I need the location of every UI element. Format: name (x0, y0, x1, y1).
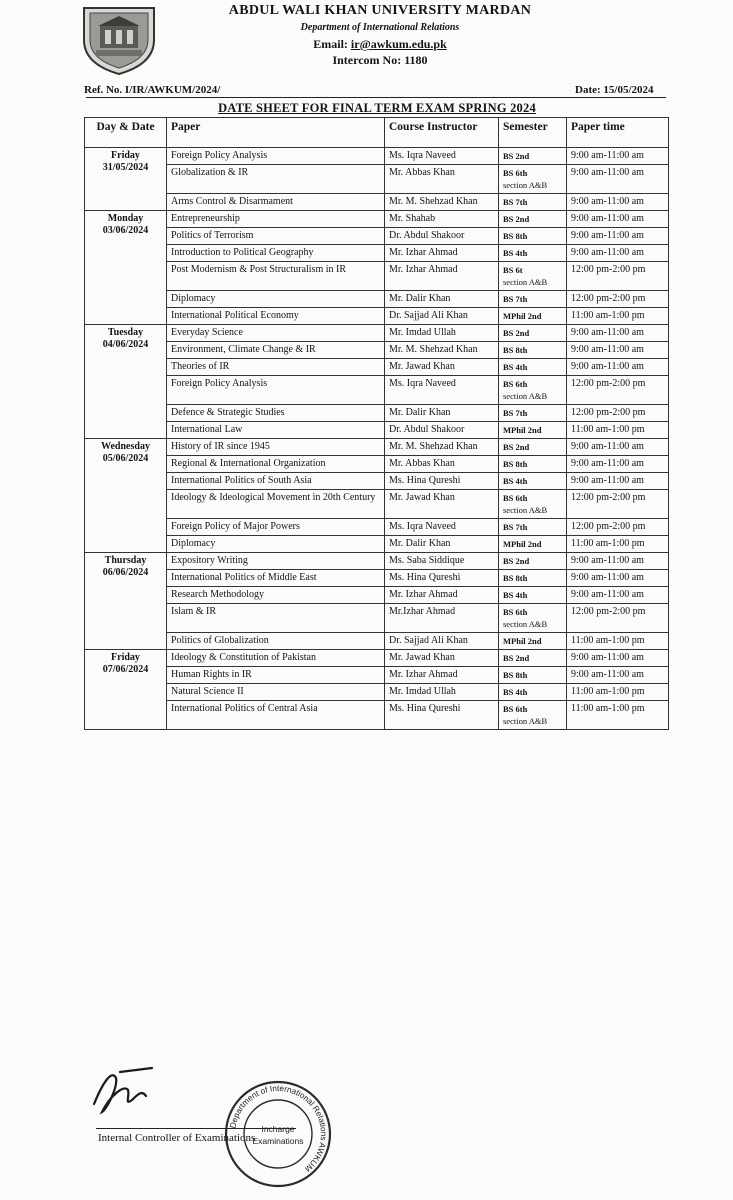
paper-time-cell: 12:00 pm-2:00 pm (567, 291, 669, 308)
semester-value: BS 8th (503, 670, 528, 680)
semester-cell (499, 519, 567, 536)
semester-cell (499, 262, 567, 291)
semester-value: BS 4th (503, 476, 528, 486)
paper-cell: Ideology & Constitution of Pakistan (167, 650, 385, 667)
email-link[interactable]: ir@awkum.edu.pk (350, 37, 447, 51)
semester-cell (499, 439, 567, 456)
instructor-cell: Mr. Abbas Khan (385, 456, 499, 473)
semester-value: BS 6th (503, 704, 528, 714)
instructor-cell: Mr. Jawad Khan (385, 650, 499, 667)
semester-cell (499, 633, 567, 650)
semester-value: BS 2nd (503, 214, 530, 224)
paper-time-cell: 9:00 am-11:00 am (567, 245, 669, 262)
paper-time-cell: 9:00 am-11:00 am (567, 667, 669, 684)
semester-cell (499, 604, 567, 633)
semester-cell (499, 650, 567, 667)
table-row (85, 456, 669, 473)
semester-value: BS 7th (503, 197, 528, 207)
semester-value: MPhil 2nd (503, 636, 542, 646)
section-note: section A&B (503, 716, 548, 726)
semester-cell (499, 211, 567, 228)
paper-cell: Post Modernism & Post Structuralism in IR (167, 262, 385, 291)
semester-value: BS 4th (503, 248, 528, 258)
table-row (85, 490, 669, 519)
table-row (85, 536, 669, 553)
paper-cell: Ideology & Ideological Movement in 20th Century (167, 490, 385, 519)
semester-value: MPhil 2nd (503, 539, 542, 549)
semester-value: BS 7th (503, 408, 528, 418)
paper-cell: Diplomacy (167, 536, 385, 553)
semester-cell (499, 245, 567, 262)
semester-value: BS 8th (503, 459, 528, 469)
divider (86, 97, 666, 98)
semester-value: BS 6th (503, 168, 528, 178)
paper-cell: Entrepreneurship (167, 211, 385, 228)
table-row (85, 667, 669, 684)
stamp-outer-text: Department of International Relations AWKUM (228, 1083, 329, 1174)
letterhead (160, 2, 600, 68)
university-crest-icon (78, 2, 160, 76)
column-header-time: Paper time (567, 118, 669, 148)
paper-cell: Foreign Policy of Major Powers (167, 519, 385, 536)
table-row (85, 553, 669, 570)
table-row (85, 359, 669, 376)
table-header-row (85, 118, 669, 148)
paper-time-cell: 11:00 am-1:00 pm (567, 633, 669, 650)
paper-cell: International Politics of Central Asia (167, 701, 385, 730)
instructor-cell: Mr. Jawad Khan (385, 359, 499, 376)
paper-cell: Environment, Climate Change & IR (167, 342, 385, 359)
instructor-cell: Mr. Dalir Khan (385, 405, 499, 422)
paper-cell: Expository Writing (167, 553, 385, 570)
instructor-cell: Mr. M. Shehzad Khan (385, 194, 499, 211)
section-note: section A&B (503, 180, 548, 190)
semester-cell (499, 422, 567, 439)
instructor-cell: Ms. Hina Qureshi (385, 701, 499, 730)
instructor-cell: Mr. Izhar Ahmad (385, 262, 499, 291)
semester-cell (499, 570, 567, 587)
semester-cell (499, 325, 567, 342)
intercom-number: Intercom No: 1180 (332, 53, 428, 67)
paper-cell: Natural Science II (167, 684, 385, 701)
section-note: section A&B (503, 505, 548, 515)
instructor-cell: Mr. Imdad Ullah (385, 684, 499, 701)
paper-cell: Politics of Terrorism (167, 228, 385, 245)
table-row (85, 165, 669, 194)
instructor-cell: Dr. Sajjad Ali Khan (385, 308, 499, 325)
semester-cell (499, 308, 567, 325)
instructor-cell: Mr. Dalir Khan (385, 536, 499, 553)
paper-time-cell: 9:00 am-11:00 am (567, 587, 669, 604)
semester-value: BS 8th (503, 573, 528, 583)
email-line (160, 36, 600, 52)
day-name: Friday (111, 652, 140, 663)
semester-value: BS 6th (503, 379, 528, 389)
paper-time-cell: 9:00 am-11:00 am (567, 325, 669, 342)
paper-time-cell: 12:00 pm-2:00 pm (567, 604, 669, 633)
paper-cell: Theories of IR (167, 359, 385, 376)
semester-cell (499, 342, 567, 359)
paper-cell: Defence & Strategic Studies (167, 405, 385, 422)
paper-cell: International Politics of Middle East (167, 570, 385, 587)
table-body (85, 148, 669, 730)
semester-value: BS 2nd (503, 151, 530, 161)
semester-value: BS 2nd (503, 442, 530, 452)
semester-cell (499, 405, 567, 422)
table-row (85, 376, 669, 405)
paper-time-cell: 11:00 am-1:00 pm (567, 536, 669, 553)
paper-time-cell: 9:00 am-11:00 am (567, 553, 669, 570)
paper-cell: Islam & IR (167, 604, 385, 633)
day-date: 04/06/2024 (102, 339, 149, 350)
paper-cell: Everyday Science (167, 325, 385, 342)
paper-time-cell: 11:00 am-1:00 pm (567, 308, 669, 325)
column-header-day: Day & Date (85, 118, 167, 148)
semester-value: BS 4th (503, 590, 528, 600)
paper-time-cell: 12:00 pm-2:00 pm (567, 405, 669, 422)
paper-cell: Foreign Policy Analysis (167, 376, 385, 405)
semester-cell (499, 587, 567, 604)
handwritten-signature-icon (90, 1060, 160, 1120)
table-row (85, 473, 669, 490)
instructor-cell: Ms. Iqra Naveed (385, 376, 499, 405)
column-header-semester: Semester (499, 118, 567, 148)
controller-title: Internal Controller of Examinations (98, 1132, 256, 1144)
semester-cell (499, 148, 567, 165)
paper-cell: Human Rights in IR (167, 667, 385, 684)
paper-time-cell: 9:00 am-11:00 am (567, 456, 669, 473)
paper-time-cell: 9:00 am-11:00 am (567, 148, 669, 165)
paper-cell: Globalization & IR (167, 165, 385, 194)
semester-cell (499, 376, 567, 405)
paper-time-cell: 9:00 am-11:00 am (567, 211, 669, 228)
day-cell (85, 211, 167, 325)
table-row (85, 422, 669, 439)
table-row (85, 342, 669, 359)
paper-time-cell: 9:00 am-11:00 am (567, 228, 669, 245)
paper-time-cell: 11:00 am-1:00 pm (567, 422, 669, 439)
day-date: 03/06/2024 (102, 225, 149, 236)
semester-value: BS 6th (503, 493, 528, 503)
day-name: Thursday (104, 555, 147, 566)
table-row (85, 148, 669, 165)
day-name: Monday (107, 213, 144, 224)
semester-cell (499, 490, 567, 519)
semester-value: BS 6th (503, 607, 528, 617)
day-name: Wednesday (101, 441, 150, 452)
table-row (85, 308, 669, 325)
paper-time-cell: 11:00 am-1:00 pm (567, 701, 669, 730)
day-cell (85, 553, 167, 650)
instructor-cell: Mr. Abbas Khan (385, 165, 499, 194)
university-name: ABDUL WALI KHAN UNIVERSITY MARDAN (228, 3, 532, 18)
paper-time-cell: 9:00 am-11:00 am (567, 342, 669, 359)
semester-cell (499, 701, 567, 730)
instructor-cell: Mr. Jawad Khan (385, 490, 499, 519)
section-note: section A&B (503, 619, 548, 629)
paper-time-cell: 12:00 pm-2:00 pm (567, 262, 669, 291)
paper-cell: Diplomacy (167, 291, 385, 308)
semester-cell (499, 228, 567, 245)
instructor-cell: Mr. M. Shehzad Khan (385, 439, 499, 456)
day-date: 31/05/2024 (102, 162, 149, 173)
instructor-cell: Ms. Iqra Naveed (385, 519, 499, 536)
table-row (85, 604, 669, 633)
semester-cell (499, 553, 567, 570)
semester-cell (499, 456, 567, 473)
instructor-cell: Mr. Izhar Ahmad (385, 245, 499, 262)
semester-value: BS 2nd (503, 556, 530, 566)
semester-cell (499, 359, 567, 376)
table-row (85, 211, 669, 228)
semester-cell (499, 291, 567, 308)
semester-cell (499, 473, 567, 490)
exam-schedule-table (84, 117, 669, 730)
day-name: Tuesday (107, 327, 144, 338)
paper-time-cell: 9:00 am-11:00 am (567, 570, 669, 587)
paper-cell: Regional & International Organization (167, 456, 385, 473)
table-row (85, 245, 669, 262)
instructor-cell: Ms. Saba Siddique (385, 553, 499, 570)
reference-number: Ref. No. I/IR/AWKUM/2024/ (84, 84, 221, 96)
semester-value: BS 4th (503, 687, 528, 697)
paper-cell: International Political Economy (167, 308, 385, 325)
instructor-cell: Dr. Abdul Shakoor (385, 422, 499, 439)
department-stamp-icon (222, 1078, 334, 1190)
day-cell (85, 148, 167, 211)
paper-time-cell: 9:00 am-11:00 am (567, 194, 669, 211)
semester-value: BS 4th (503, 362, 528, 372)
page-title: DATE SHEET FOR FINAL TERM EXAM SPRING 2024 (218, 101, 536, 115)
day-date: 07/06/2024 (102, 664, 149, 675)
instructor-cell: Ms. Hina Qureshi (385, 570, 499, 587)
instructor-cell: Ms. Hina Qureshi (385, 473, 499, 490)
instructor-cell: Mr. Izhar Ahmad (385, 587, 499, 604)
paper-cell: Research Methodology (167, 587, 385, 604)
day-name: Friday (111, 150, 140, 161)
table-row (85, 701, 669, 730)
table-row (85, 325, 669, 342)
instructor-cell: Mr. M. Shehzad Khan (385, 342, 499, 359)
semester-value: BS 2nd (503, 328, 530, 338)
semester-cell (499, 194, 567, 211)
instructor-cell: Mr. Shahab (385, 211, 499, 228)
table-row (85, 587, 669, 604)
paper-time-cell: 9:00 am-11:00 am (567, 650, 669, 667)
paper-time-cell: 9:00 am-11:00 am (567, 165, 669, 194)
table-row (85, 194, 669, 211)
day-date: 06/06/2024 (102, 567, 149, 578)
table-row (85, 519, 669, 536)
semester-cell (499, 536, 567, 553)
paper-time-cell: 11:00 am-1:00 pm (567, 684, 669, 701)
paper-cell: Arms Control & Disarmament (167, 194, 385, 211)
day-date: 05/06/2024 (102, 453, 149, 464)
paper-cell: Politics of Globalization (167, 633, 385, 650)
section-note: section A&B (503, 277, 548, 287)
table-row (85, 650, 669, 667)
semester-value: BS 2nd (503, 653, 530, 663)
paper-time-cell: 9:00 am-11:00 am (567, 359, 669, 376)
table-row (85, 405, 669, 422)
email-label: Email: (313, 37, 348, 51)
table-row (85, 262, 669, 291)
day-cell (85, 650, 167, 730)
section-note: section A&B (503, 391, 548, 401)
day-cell (85, 325, 167, 439)
paper-time-cell: 9:00 am-11:00 am (567, 439, 669, 456)
semester-value: MPhil 2nd (503, 311, 542, 321)
semester-value: BS 8th (503, 345, 528, 355)
instructor-cell: Mr.Izhar Ahmad (385, 604, 499, 633)
semester-cell (499, 684, 567, 701)
day-cell (85, 439, 167, 553)
table-row (85, 439, 669, 456)
paper-time-cell: 12:00 pm-2:00 pm (567, 376, 669, 405)
table-row (85, 570, 669, 587)
department-name: Department of International Relations (300, 22, 460, 33)
table-row (85, 291, 669, 308)
semester-value: BS 8th (503, 231, 528, 241)
semester-value: MPhil 2nd (503, 425, 542, 435)
instructor-cell: Dr. Abdul Shakoor (385, 228, 499, 245)
semester-cell (499, 165, 567, 194)
semester-value: BS 7th (503, 522, 528, 532)
paper-cell: International Law (167, 422, 385, 439)
table-row (85, 684, 669, 701)
instructor-cell: Dr. Sajjad Ali Khan (385, 633, 499, 650)
table-row (85, 228, 669, 245)
paper-time-cell: 9:00 am-11:00 am (567, 473, 669, 490)
stamp-examinations: Examinations (252, 1136, 304, 1146)
issue-date: Date: 15/05/2024 (575, 84, 654, 96)
table-row (85, 633, 669, 650)
paper-cell: Foreign Policy Analysis (167, 148, 385, 165)
instructor-cell: Mr. Imdad Ullah (385, 325, 499, 342)
semester-value: BS 6t (503, 265, 523, 275)
paper-cell: International Politics of South Asia (167, 473, 385, 490)
column-header-paper: Paper (167, 118, 385, 148)
paper-time-cell: 12:00 pm-2:00 pm (567, 519, 669, 536)
paper-cell: History of IR since 1945 (167, 439, 385, 456)
paper-cell: Introduction to Political Geography (167, 245, 385, 262)
semester-value: BS 7th (503, 294, 528, 304)
semester-cell (499, 667, 567, 684)
instructor-cell: Mr. Izhar Ahmad (385, 667, 499, 684)
instructor-cell: Mr. Dalir Khan (385, 291, 499, 308)
instructor-cell: Ms. Iqra Naveed (385, 148, 499, 165)
stamp-incharge: Incharge (261, 1124, 295, 1134)
column-header-instructor: Course Instructor (385, 118, 499, 148)
paper-time-cell: 12:00 pm-2:00 pm (567, 490, 669, 519)
